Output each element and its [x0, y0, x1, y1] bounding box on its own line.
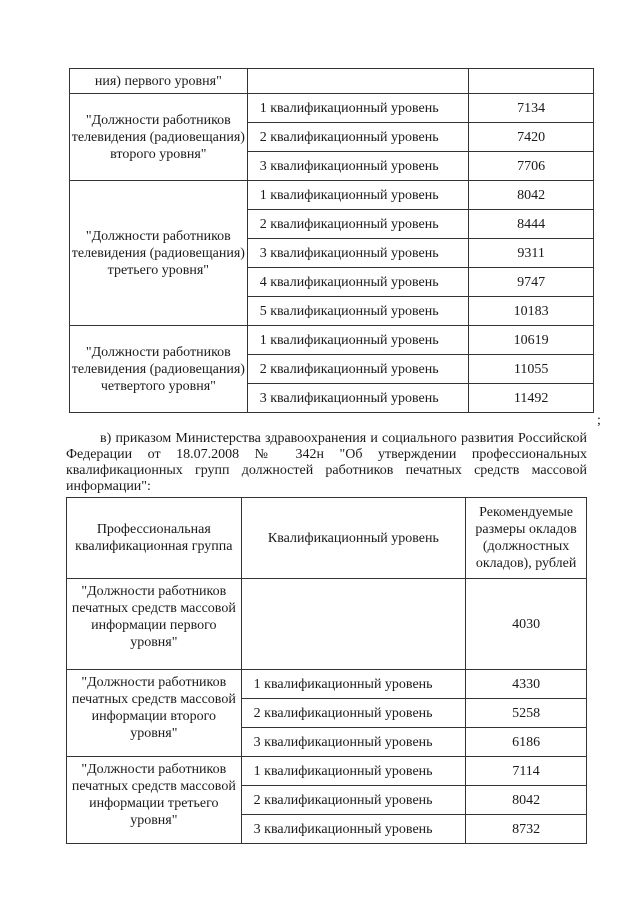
- salary-cell: 7706: [469, 152, 594, 181]
- salary-cell: 7420: [469, 123, 594, 152]
- salary-cell: 4330: [466, 670, 587, 699]
- salary-cell: 11492: [469, 384, 594, 413]
- trailing-semicolon: ;: [597, 413, 601, 428]
- level-cell: 1 квалификационный уровень: [247, 94, 469, 123]
- salary-cell: 5258: [466, 699, 587, 728]
- salary-cell: 10183: [469, 297, 594, 326]
- level-cell: 1 квалификационный уровень: [247, 326, 469, 355]
- salary-cell: 11055: [469, 355, 594, 384]
- table-row: [67, 757, 587, 786]
- table-row: [67, 670, 587, 699]
- level-cell: [241, 579, 465, 670]
- group-name-cell: "Должности работников телевидения (радиовещания) четвертого уровня": [70, 326, 248, 413]
- level-cell: 1 квалификационный уровень: [241, 670, 465, 699]
- group-name-cell: ния) первого уровня": [70, 69, 248, 94]
- salary-cell: 8444: [469, 210, 594, 239]
- level-cell: 4 квалификационный уровень: [247, 268, 469, 297]
- header-group: Профессиональная квалификационная группа: [67, 498, 242, 579]
- level-cell: 3 квалификационный уровень: [247, 152, 469, 181]
- group-press-level2: [67, 670, 587, 757]
- group-name-cell: "Должности работников телевидения (радиовещания) второго уровня": [70, 94, 248, 181]
- group-tv-level3: [70, 181, 594, 326]
- group-name-cell: "Должности работников печатных средств массовой информации первого уровня": [67, 579, 242, 670]
- table-header-row: [67, 498, 587, 579]
- group-tv-level4: [70, 326, 594, 413]
- salary-cell: [469, 69, 594, 94]
- salary-cell: 8732: [466, 815, 587, 844]
- level-cell: 1 квалификационный уровень: [247, 181, 469, 210]
- salary-cell: 6186: [466, 728, 587, 757]
- group-press-level3: [67, 757, 587, 844]
- salary-cell: 9311: [469, 239, 594, 268]
- table-row: [70, 326, 594, 355]
- tv-salary-table: [69, 68, 594, 413]
- level-cell: 3 квалификационный уровень: [241, 728, 465, 757]
- level-cell: 2 квалификационный уровень: [247, 355, 469, 384]
- group-name-cell: "Должности работников печатных средств массовой информации третьего уровня": [67, 757, 242, 844]
- press-salary-table: [66, 497, 587, 844]
- group-tv-level2: [70, 94, 594, 181]
- level-cell: 2 квалификационный уровень: [241, 786, 465, 815]
- level-cell: 5 квалификационный уровень: [247, 297, 469, 326]
- salary-cell: 4030: [466, 579, 587, 670]
- table-row: [70, 69, 594, 94]
- level-cell: 2 квалификационный уровень: [247, 210, 469, 239]
- order-paragraph: в) приказом Министерства здравоохранения и социального развития Российской Федерации от 18.07.2008 № 342н "Об утверждении профессиональных квалификационных групп должностей работников печатных средств массовой информации":: [66, 431, 587, 494]
- level-cell: 1 квалификационный уровень: [241, 757, 465, 786]
- salary-cell: 10619: [469, 326, 594, 355]
- salary-cell: 8042: [469, 181, 594, 210]
- table-row: [67, 579, 587, 670]
- table-row: [70, 181, 594, 210]
- level-cell: 3 квалификационный уровень: [247, 384, 469, 413]
- group-name-cell: "Должности работников печатных средств массовой информации второго уровня": [67, 670, 242, 757]
- level-cell: 2 квалификационный уровень: [241, 699, 465, 728]
- table-row: [70, 94, 594, 123]
- level-cell: [247, 69, 469, 94]
- level-cell: 2 квалификационный уровень: [247, 123, 469, 152]
- salary-cell: 7134: [469, 94, 594, 123]
- salary-cell: 8042: [466, 786, 587, 815]
- salary-cell: 7114: [466, 757, 587, 786]
- header-salary: Рекомендуемые размеры окладов (должностных окладов), рублей: [466, 498, 587, 579]
- salary-cell: 9747: [469, 268, 594, 297]
- header-level: Квалификационный уровень: [241, 498, 465, 579]
- level-cell: 3 квалификационный уровень: [241, 815, 465, 844]
- group-name-cell: "Должности работников телевидения (радиовещания) третьего уровня": [70, 181, 248, 326]
- level-cell: 3 квалификационный уровень: [247, 239, 469, 268]
